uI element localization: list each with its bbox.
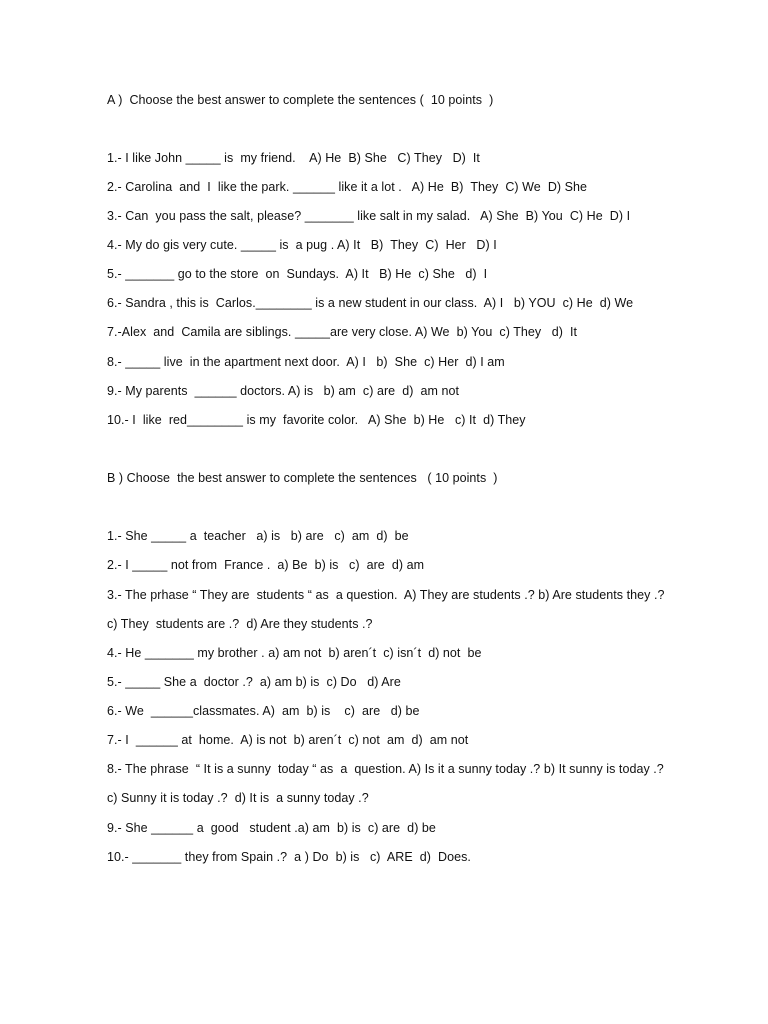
section-a-question-10: 10.- I like red________ is my favorite color. A) She b) He c) It d) They: [107, 413, 526, 427]
section-a-question-3: 3.- Can you pass the salt, please? _______ like salt in my salad. A) She B) You C) He D) I: [107, 209, 631, 223]
section-b-question-8: 8.- The phrase “ It is a sunny today “ as a question. A) Is it a sunny today .? b) It sunny is today .?: [107, 762, 664, 776]
section-b-question-10: 10.- _______ they from Spain .? a ) Do b) is c) ARE d) Does.: [107, 850, 471, 864]
section-a-question-6: 6.- Sandra , this is Carlos.________ is a new student in our class. A) I b) YOU c) He d) We: [107, 296, 634, 310]
section-a-question-8: 8.- _____ live in the apartment next door. A) I b) She c) Her d) I am: [107, 355, 505, 369]
section-b-question-9: 9.- She ______ a good student .a) am b) is c) are d) be: [107, 821, 436, 835]
section-a-question-2: 2.- Carolina and I like the park. ______ like it a lot . A) He B) They C) We D) She: [107, 180, 588, 194]
section-b-question-4: 4.- He _______ my brother . a) am not b) aren´t c) isn´t d) not be: [107, 646, 482, 660]
section-b-question-3: 3.- The prhase “ They are students “ as a question. A) They are students .? b) Are students they .?: [107, 588, 665, 602]
section-b-title: B ) Choose the best answer to complete the sentences ( 10 points ): [107, 471, 498, 485]
section-a-title: A ) Choose the best answer to complete the sentences ( 10 points ): [107, 93, 494, 107]
section-a-question-5: 5.- _______ go to the store on Sundays. A) It B) He c) She d) I: [107, 267, 488, 281]
section-b-question-7: 7.- I ______ at home. A) is not b) aren´t c) not am d) am not: [107, 733, 469, 747]
section-a-question-4: 4.- My do gis very cute. _____ is a pug . A) It B) They C) Her D) I: [107, 238, 497, 252]
section-b-question-3-continued: c) They students are .? d) Are they students .?: [107, 617, 373, 631]
section-b-question-5: 5.- _____ She a doctor .? a) am b) is c) Do d) Are: [107, 675, 401, 689]
section-b-question-6: 6.- We ______classmates. A) am b) is c) are d) be: [107, 704, 420, 718]
section-b-question-2: 2.- I _____ not from France . a) Be b) is c) are d) am: [107, 558, 425, 572]
section-a-question-9: 9.- My parents ______ doctors. A) is b) am c) are d) am not: [107, 384, 460, 398]
section-a-question-1: 1.- I like John _____ is my friend. A) He B) She C) They D) It: [107, 151, 480, 165]
section-b-question-1: 1.- She _____ a teacher a) is b) are c) am d) be: [107, 529, 409, 543]
section-b-question-8-continued: c) Sunny it is today .? d) It is a sunny today .?: [107, 791, 369, 805]
section-a-question-7: 7.-Alex and Camila are siblings. _____are very close. A) We b) You c) They d) It: [107, 325, 578, 339]
